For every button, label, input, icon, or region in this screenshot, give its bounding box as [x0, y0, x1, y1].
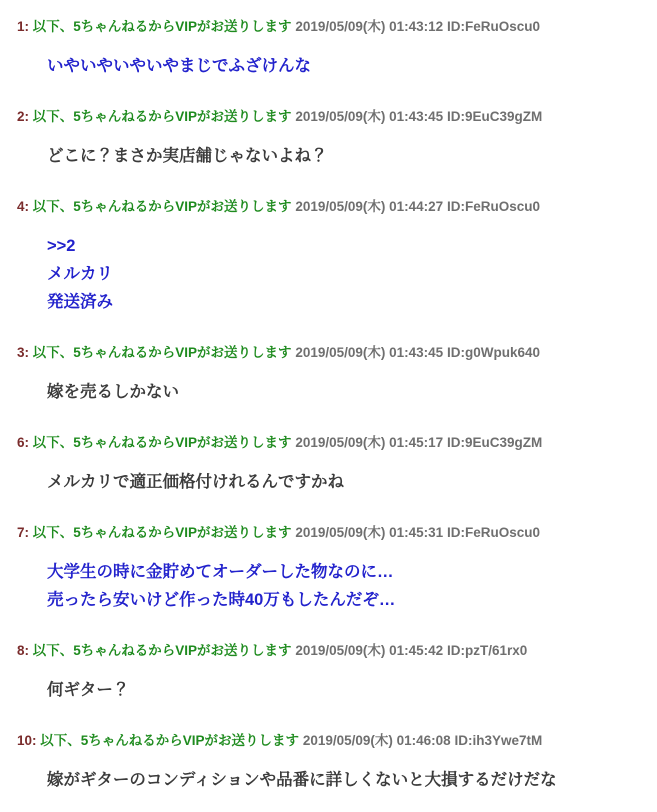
- post: [17, 18, 647, 80]
- post-body: [47, 766, 647, 794]
- post: [17, 524, 647, 614]
- post-body-line: メルカリで適正価格付けれるんですかね: [47, 473, 344, 491]
- post-body: [47, 468, 647, 496]
- poster-name: 以下、5ちゃんねるからVIPがお送りします: [40, 733, 300, 748]
- post-number[interactable]: 3:: [17, 345, 30, 360]
- post-header: [17, 108, 647, 125]
- post-id: ID:g0Wpuk640: [446, 345, 540, 360]
- poster-name: 以下、5ちゃんねるからVIPがお送りします: [32, 199, 292, 214]
- post-body-line: 何ギター？: [47, 681, 130, 699]
- post-number[interactable]: 4:: [17, 199, 30, 214]
- reply-anchor-link[interactable]: >>2: [47, 237, 76, 255]
- poster-name: 以下、5ちゃんねるからVIPがお送りします: [32, 525, 292, 540]
- post-body-line: どこに？まさか実店舗じゃないよね？: [47, 147, 328, 165]
- post: [17, 108, 647, 170]
- post-body-line: 嫁がギターのコンディションや品番に詳しくないと大損するだけだな: [47, 771, 557, 789]
- post-header: [17, 18, 647, 35]
- post-body: [47, 232, 647, 316]
- post-header: [17, 732, 647, 749]
- post: [17, 344, 647, 406]
- post-datetime: 2019/05/09(木) 01:45:17: [295, 435, 444, 450]
- post-number[interactable]: 7:: [17, 525, 30, 540]
- post-body-line: 発送済み: [47, 293, 113, 311]
- post-header: [17, 642, 647, 659]
- post-header: [17, 344, 647, 361]
- post-body: [47, 142, 647, 170]
- post-id: ID:9EuC39gZM: [446, 109, 543, 124]
- poster-name: 以下、5ちゃんねるからVIPがお送りします: [32, 643, 292, 658]
- post-body-line: 売ったら安いけど作った時40万もしたんだぞ…: [47, 591, 396, 609]
- post-id: ID:9EuC39gZM: [446, 435, 543, 450]
- post-body: [47, 378, 647, 406]
- post-body: [47, 558, 647, 614]
- post-datetime: 2019/05/09(木) 01:45:31: [295, 525, 444, 540]
- post-datetime: 2019/05/09(木) 01:44:27: [295, 199, 444, 214]
- post-body-line: 嫁を売るしかない: [47, 383, 179, 401]
- post-header: [17, 524, 647, 541]
- poster-name: 以下、5ちゃんねるからVIPがお送りします: [32, 109, 292, 124]
- post-body: [47, 52, 647, 80]
- post-id: ID:FeRuOscu0: [446, 199, 540, 214]
- post: [17, 198, 647, 316]
- post: [17, 434, 647, 496]
- post-number[interactable]: 1:: [17, 19, 30, 34]
- poster-name: 以下、5ちゃんねるからVIPがお送りします: [32, 19, 292, 34]
- post-number[interactable]: 2:: [17, 109, 30, 124]
- post-id: ID:FeRuOscu0: [446, 525, 540, 540]
- post-number[interactable]: 10:: [17, 733, 37, 748]
- post-datetime: 2019/05/09(木) 01:46:08: [302, 733, 451, 748]
- post-number[interactable]: 8:: [17, 643, 30, 658]
- post-id: ID:ih3Ywe7tM: [454, 733, 543, 748]
- post-id: ID:pzT/61rx0: [446, 643, 528, 658]
- post: [17, 732, 647, 794]
- post-body-line: 大学生の時に金貯めてオーダーした物なのに…: [47, 563, 394, 581]
- post: [17, 642, 647, 704]
- poster-name: 以下、5ちゃんねるからVIPがお送りします: [32, 435, 292, 450]
- post-body-line: いやいやいやいやまじでふざけんな: [47, 57, 311, 75]
- post-datetime: 2019/05/09(木) 01:45:42: [295, 643, 444, 658]
- post-datetime: 2019/05/09(木) 01:43:12: [295, 19, 444, 34]
- post-body-line: メルカリ: [47, 265, 113, 283]
- post-header: [17, 198, 647, 215]
- post-datetime: 2019/05/09(木) 01:43:45: [295, 109, 444, 124]
- poster-name: 以下、5ちゃんねるからVIPがお送りします: [32, 345, 292, 360]
- post-datetime: 2019/05/09(木) 01:43:45: [295, 345, 444, 360]
- post-header: [17, 434, 647, 451]
- post-body: [47, 676, 647, 704]
- post-number[interactable]: 6:: [17, 435, 30, 450]
- post-id: ID:FeRuOscu0: [446, 19, 540, 34]
